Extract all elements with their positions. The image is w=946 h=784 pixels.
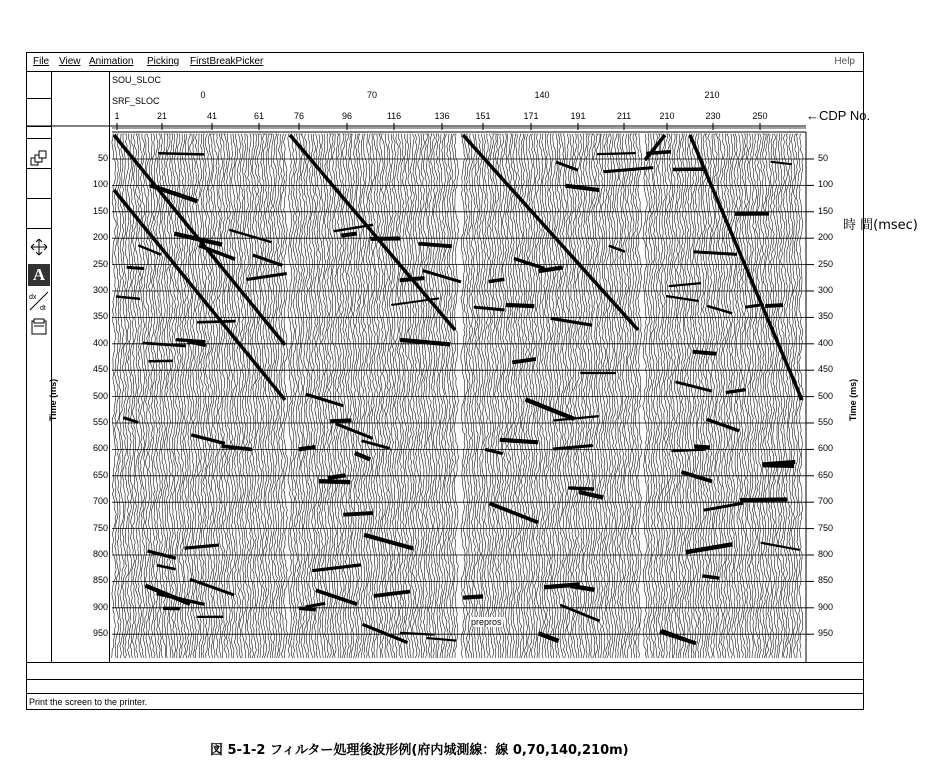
cdp-tick-label: 191 <box>570 111 586 121</box>
menu-animation[interactable]: Animation <box>89 56 134 67</box>
seismic-trace <box>407 134 412 658</box>
first-break-event <box>114 190 285 400</box>
reflection-event <box>740 500 787 501</box>
time-tick-left: 250 <box>92 258 108 269</box>
seismic-trace <box>335 134 339 658</box>
cdp-tick-label: 21 <box>156 111 168 121</box>
srf-sloc-label: SRF_SLOC <box>112 96 160 106</box>
sou-tick-label: 0 <box>200 90 206 100</box>
seismic-trace <box>276 134 281 658</box>
seismic-trace <box>695 134 699 658</box>
prepros-label: prepros <box>471 617 502 627</box>
seismic-trace <box>185 134 189 658</box>
seismic-trace <box>625 134 630 658</box>
time-tick-left: 750 <box>92 522 108 533</box>
time-tick-left: 300 <box>92 285 108 295</box>
cdp-tick-label: 116 <box>386 111 402 121</box>
cdp-caption: ←CDP No. <box>806 108 871 123</box>
seismic-trace <box>156 134 160 658</box>
seismic-trace <box>463 134 468 658</box>
time-tick-left: 650 <box>92 469 108 480</box>
seismic-trace <box>420 134 424 658</box>
cdp-tick-label: 151 <box>475 111 491 121</box>
reflection-event <box>694 447 710 448</box>
seismic-trace <box>518 134 523 658</box>
seismic-trace <box>477 134 481 658</box>
reflection-event <box>330 420 351 421</box>
sou-tick-label: 210 <box>704 90 720 100</box>
seismic-trace <box>376 134 380 658</box>
cdp-tick-label: 136 <box>434 111 450 121</box>
seismic-trace <box>659 134 663 658</box>
time-tick-right: 950 <box>818 628 834 639</box>
reflection-event <box>551 318 593 325</box>
seismic-trace <box>677 134 681 658</box>
seismic-trace <box>340 134 344 658</box>
seismic-trace <box>474 134 478 658</box>
trace-panel <box>288 134 461 658</box>
seismic-trace <box>674 134 678 658</box>
seismic-trace <box>260 134 265 658</box>
time-tick-right: 150 <box>818 205 834 216</box>
reflection-event <box>693 352 717 354</box>
seismic-trace <box>226 134 230 658</box>
reflection-event <box>221 446 252 449</box>
time-tick-left: 400 <box>92 337 108 348</box>
reflection-event <box>423 271 461 282</box>
seismic-trace <box>319 134 323 658</box>
time-tick-right: 300 <box>818 285 834 295</box>
reflection-event <box>158 153 204 154</box>
seismic-trace <box>363 134 368 658</box>
reflection-event <box>463 596 483 597</box>
reflection-event <box>568 488 594 489</box>
time-tick-left: 850 <box>92 575 108 586</box>
time-axis-title-left: Time (ms) <box>48 378 59 422</box>
time-tick-right: 500 <box>818 390 834 401</box>
reflection-event <box>500 440 539 443</box>
cdp-tick-label: 96 <box>341 111 353 121</box>
seismic-trace <box>400 134 404 658</box>
time-tick-right: 900 <box>818 601 834 612</box>
seismic-trace <box>599 134 603 658</box>
reflection-event <box>418 244 451 247</box>
sou-sloc-label: SOU_SLOC <box>112 75 162 85</box>
cdp-tick-label: 250 <box>752 111 768 121</box>
sou-tick-label: 70 <box>366 90 378 100</box>
reflection-event <box>138 245 161 254</box>
figure-caption: 図 5-1-2 フィルター処理後波形例(府内城測線：線 0,70,140,210m) <box>210 743 629 758</box>
seismic-trace <box>433 134 437 658</box>
cdp-tick-label: 61 <box>253 111 265 121</box>
menu-first-break-picker[interactable]: FirstBreakPicker <box>190 56 264 67</box>
menu-help[interactable]: Help <box>834 56 855 67</box>
time-tick-right: 600 <box>818 443 834 454</box>
menu-view[interactable]: View <box>59 56 81 67</box>
reflection-event <box>197 321 236 322</box>
reflection-event <box>702 576 719 578</box>
seismic-trace <box>497 134 501 658</box>
time-tick-right: 850 <box>818 575 834 586</box>
time-tick-right: 50 <box>818 153 829 163</box>
time-axis-title-right: Time (ms) <box>848 378 859 422</box>
reflection-event <box>185 545 219 548</box>
cdp-tick-label: 41 <box>206 111 218 121</box>
cdp-tick-label: 230 <box>705 111 721 121</box>
time-japanese-label: 時 間(msec) <box>843 218 918 233</box>
reflection-event <box>474 307 505 310</box>
seismic-trace <box>317 134 321 658</box>
time-tick-left: 500 <box>92 390 108 401</box>
reflection-event <box>597 153 636 154</box>
reflection-event <box>566 186 600 190</box>
time-tick-right: 750 <box>818 522 834 533</box>
trace-panel <box>112 134 288 658</box>
seismic-trace <box>484 134 488 658</box>
reflection-event <box>176 340 205 342</box>
reflection-event <box>355 453 371 459</box>
seismic-trace <box>138 134 142 658</box>
time-tick-left: 550 <box>92 417 108 427</box>
svg-text:dx: dx <box>29 294 37 301</box>
seismic-trace <box>208 134 212 658</box>
time-tick-right: 700 <box>818 496 834 507</box>
time-tick-left: 150 <box>92 205 108 216</box>
seismic-trace <box>627 134 631 658</box>
time-tick-left: 900 <box>92 601 108 612</box>
seismic-trace <box>332 134 336 658</box>
reflection-event <box>319 481 351 482</box>
seismic-trace <box>794 134 799 658</box>
time-tick-right: 450 <box>818 364 834 375</box>
reflection-event <box>570 586 594 590</box>
time-tick-right: 100 <box>818 179 834 190</box>
time-tick-left: 100 <box>92 179 108 190</box>
reflection-event <box>364 535 413 549</box>
seismic-trace <box>371 134 376 658</box>
time-tick-right: 650 <box>818 469 834 480</box>
first-break-event <box>114 135 285 345</box>
time-tick-right: 800 <box>818 549 834 559</box>
seismic-trace <box>203 134 208 658</box>
seismic-trace <box>263 134 267 658</box>
time-tick-right: 550 <box>818 417 834 427</box>
seismic-trace <box>348 134 352 658</box>
status-area <box>26 662 864 710</box>
seismic-trace <box>452 134 456 658</box>
seismic-trace <box>635 134 639 658</box>
seismic-trace <box>705 134 709 658</box>
reflection-event <box>693 252 737 255</box>
time-tick-left: 200 <box>92 232 108 243</box>
svg-text:dt: dt <box>40 305 46 312</box>
trace-panel <box>461 134 654 658</box>
time-tick-right: 400 <box>818 337 834 348</box>
seismic-trace <box>630 134 634 658</box>
seismic-trace <box>461 134 466 658</box>
seismic-trace <box>329 134 333 658</box>
seismic-trace <box>786 134 790 658</box>
time-tick-left: 800 <box>92 549 108 559</box>
reflection-event <box>686 544 733 552</box>
seismic-trace <box>508 134 512 658</box>
reflection-event <box>343 513 373 515</box>
reflection-event <box>666 296 698 301</box>
reflection-event <box>671 450 705 452</box>
time-tick-left: 350 <box>92 311 108 322</box>
seismic-trace <box>345 134 349 658</box>
reflection-event <box>341 234 357 236</box>
time-tick-right: 350 <box>818 311 834 322</box>
seismic-trace <box>441 134 445 658</box>
seismic-trace <box>423 134 427 658</box>
status-text: Print the screen to the printer. <box>29 697 148 707</box>
time-tick-right: 200 <box>818 232 834 243</box>
seismic-trace <box>415 134 420 658</box>
seismic-trace <box>781 134 786 658</box>
time-tick-right: 250 <box>818 258 834 269</box>
seismic-trace <box>521 134 525 658</box>
reflection-event <box>726 390 746 393</box>
menu-file[interactable]: File <box>33 56 50 67</box>
seismic-trace <box>682 134 686 658</box>
text-tool-icon[interactable]: A <box>28 264 50 286</box>
time-tick-left: 950 <box>92 628 108 639</box>
seismic-trace <box>515 134 520 658</box>
time-tick-left: 700 <box>92 496 108 507</box>
reflection-event <box>506 305 534 306</box>
seismic-trace <box>324 134 328 658</box>
reflection-event <box>229 230 271 242</box>
seismic-trace <box>288 134 292 658</box>
reflection-event <box>116 297 140 299</box>
cdp-tick-label: 211 <box>616 111 632 121</box>
reflection-event <box>299 447 316 449</box>
menu-picking[interactable]: Picking <box>147 56 180 67</box>
time-tick-left: 600 <box>92 443 108 454</box>
seismic-trace <box>703 134 708 658</box>
seismic-trace <box>257 134 261 658</box>
reflection-event <box>489 279 505 281</box>
reflection-event <box>762 462 795 465</box>
cdp-tick-label: 210 <box>659 111 675 121</box>
reflection-event <box>306 603 326 607</box>
seismic-trace <box>112 134 117 658</box>
seismic-trace <box>270 134 274 658</box>
cdp-tick-label: 171 <box>523 111 539 121</box>
cdp-tick-label: 76 <box>293 111 305 121</box>
seismic-trace <box>179 134 183 658</box>
cdp-tick-label: 1 <box>114 111 120 121</box>
reflection-event <box>127 267 144 268</box>
seismic-trace <box>469 134 473 658</box>
reflection-event <box>765 305 783 306</box>
seismic-trace <box>617 134 621 658</box>
time-tick-left: 450 <box>92 364 108 375</box>
seismic-trace <box>687 134 691 658</box>
reflection-event <box>299 608 316 610</box>
reflection-event <box>525 399 574 419</box>
seismic-trace <box>164 134 168 658</box>
time-tick-left: 50 <box>97 153 108 163</box>
sou-tick-label: 140 <box>534 90 550 100</box>
seismic-trace <box>169 134 173 658</box>
seismic-trace <box>395 134 399 658</box>
